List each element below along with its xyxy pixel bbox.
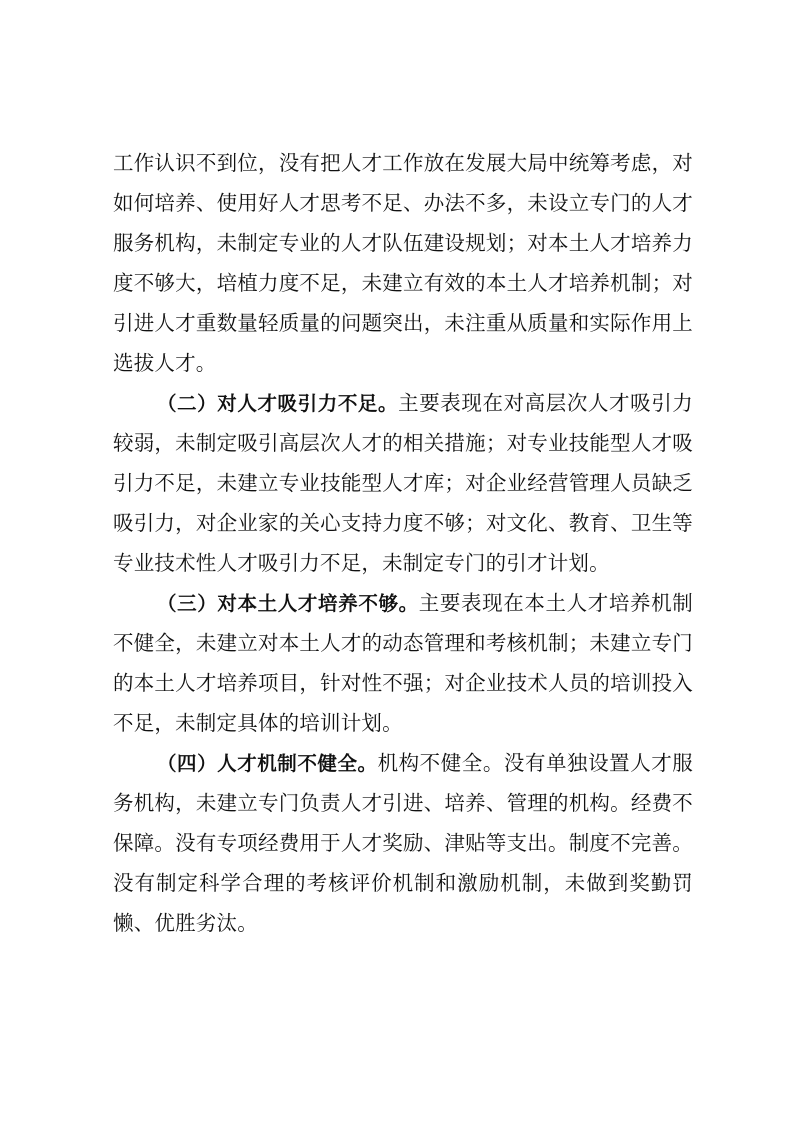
text-line: 吸引力，对企业家的关心支持力度不够；对文化、教育、卫生等 (113, 511, 693, 535)
text-line: 引进人才重数量轻质量的问题突出，未注重从质量和实际作用上 (113, 311, 693, 335)
text-run: 主要表现在对高层次人才吸引力 (398, 391, 693, 415)
section-heading: （二）对人才吸引力不足。 (157, 392, 399, 415)
text-line: 选拔人才。 (113, 351, 217, 375)
text-line: 保障。没有专项经费用于人才奖励、津贴等支出。制度不完善。 (113, 831, 693, 855)
text-line: 服务机构，未制定专业的人才队伍建设规划；对本土人才培养力 (113, 231, 693, 255)
paragraph-attraction (113, 383, 693, 583)
document-page (113, 143, 693, 943)
paragraph-intro (113, 143, 693, 383)
text-line: 的本土人才培养项目，针对性不强；对企业技术人员的培训投入 (113, 671, 693, 695)
text-line: 不健全，未建立对本土人才的动态管理和考核机制；未建立专门 (113, 631, 693, 655)
text-line (113, 583, 693, 623)
text-line (113, 743, 693, 783)
section-heading: （四）人才机制不健全。 (157, 752, 378, 775)
text-line: 务机构，未建立专门负责人才引进、培养、管理的机构。经费不 (113, 791, 693, 815)
text-line: 工作认识不到位，没有把人才工作放在发展大局中统筹考虑，对 (113, 151, 693, 175)
text-line: 没有制定科学合理的考核评价机制和激励机制，未做到奖勤罚 (113, 871, 693, 895)
text-run: 主要表现在本土人才培养机制 (418, 591, 693, 615)
text-line: 引力不足，未建立专业技能型人才库；对企业经营管理人员缺乏 (113, 471, 693, 495)
text-line: 较弱，未制定吸引高层次人才的相关措施；对专业技能型人才吸 (113, 431, 693, 455)
text-line: 度不够大，培植力度不足，未建立有效的本土人才培养机制；对 (113, 271, 693, 295)
section-heading: （三）对本土人才培养不够。 (157, 592, 419, 615)
text-line: 如何培养、使用好人才思考不足、办法不多，未设立专门的人才 (113, 191, 693, 215)
text-line: 懒、优胜劣汰。 (113, 911, 258, 935)
paragraph-mechanism (113, 743, 693, 943)
text-line: 专业技术性人才吸引力不足，未制定专门的引才计划。 (113, 551, 610, 575)
text-line (113, 383, 693, 423)
paragraph-local-training (113, 583, 693, 743)
text-run: 机构不健全。没有单独设置人才服 (377, 751, 694, 775)
text-line: 不足，未制定具体的培训计划。 (113, 711, 403, 735)
